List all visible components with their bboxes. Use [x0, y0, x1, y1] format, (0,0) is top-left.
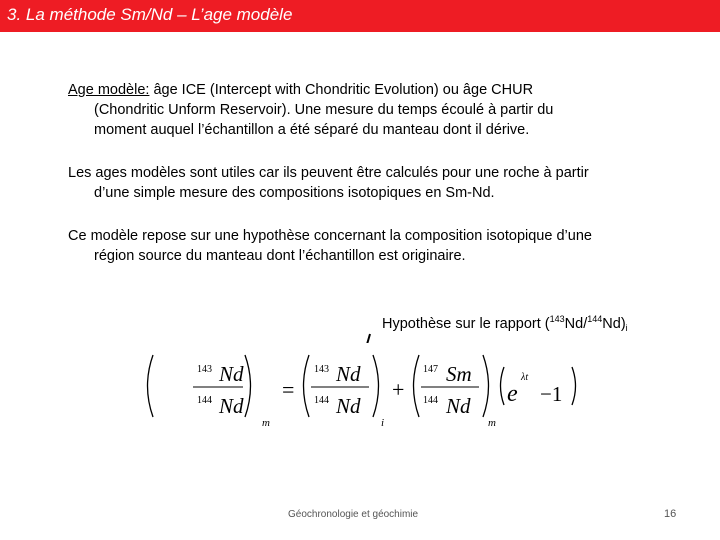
eq-equals: =	[282, 377, 295, 402]
eq-mid-nd-bottom: Nd	[336, 394, 361, 418]
eq-exponential-e: e	[507, 381, 518, 407]
eq-plus: +	[392, 377, 405, 402]
paragraph-hypothesis-line2: région source du manteau dont l’échantillon est originaire.	[94, 248, 466, 264]
title-bar	[0, 0, 720, 32]
eq-exponent-lambda-t: λt	[521, 372, 529, 383]
paragraph-model-age-line3: moment auquel l’échantillon a été séparé du manteau dont il dérive.	[94, 122, 530, 138]
hypothesis-mass-144: 144	[587, 314, 603, 324]
paragraph-usefulness	[68, 163, 678, 203]
model-age-definition-start: âge ICE (Intercept with Chondritic Evolution) ou âge CHUR	[149, 82, 534, 98]
eq-right-subscript-m: m	[488, 417, 496, 429]
paragraph-model-age-line1	[68, 80, 678, 100]
eq-right-sm: Sm	[446, 362, 472, 386]
eq-mid-subscript-i: i	[381, 417, 385, 429]
eq-minus-one: −1	[540, 382, 563, 406]
eq-mid-mass-143: 143	[314, 364, 329, 375]
footer-course-title: Géochronologie et géochimie	[288, 509, 419, 520]
paragraph-usefulness-line1: Les ages modèles sont utiles car ils peuvent être calculés pour une roche à partir	[68, 165, 589, 181]
hypothesis-subscript: i	[625, 323, 628, 333]
eq-left-nd-bottom: Nd	[219, 394, 244, 418]
eq-left-subscript-m: m	[262, 417, 270, 429]
paragraph-model-age	[68, 80, 678, 140]
hypothesis-mass-143: 143	[549, 314, 565, 324]
paragraph-usefulness-line2: d’une simple mesure des compositions isotopiques en Sm-Nd.	[94, 185, 495, 201]
eq-right-nd: Nd	[446, 394, 471, 418]
model-age-equation	[139, 343, 593, 429]
hypothesis-nd-1: Nd/	[564, 316, 588, 332]
hypothesis-nd-2: Nd)	[602, 316, 626, 332]
slide-title: 3. La méthode Sm/Nd – L’age modèle	[7, 5, 293, 24]
model-age-term: Age modèle:	[68, 82, 150, 98]
hypothesis-annotation	[382, 314, 628, 333]
eq-right-mass-144: 144	[423, 395, 438, 406]
eq-left-mass-144: 144	[197, 395, 212, 406]
paragraph-hypothesis-line1: Ce modèle repose sur une hypothèse concernant la composition isotopique d’une	[68, 228, 592, 244]
eq-left-mass-143: 143	[197, 364, 212, 375]
paragraph-hypothesis	[68, 226, 678, 266]
eq-mid-nd-top: Nd	[336, 362, 361, 386]
eq-left-nd-top: Nd	[219, 362, 244, 386]
hypothesis-prefix: Hypothèse sur le rapport (	[382, 316, 550, 332]
page-number: 16	[664, 508, 677, 520]
eq-right-mass-147: 147	[423, 364, 438, 375]
paragraph-model-age-line2: (Chondritic Unform Reservoir). Une mesure du temps écoulé à partir du	[94, 102, 554, 118]
eq-mid-mass-144: 144	[314, 395, 329, 406]
